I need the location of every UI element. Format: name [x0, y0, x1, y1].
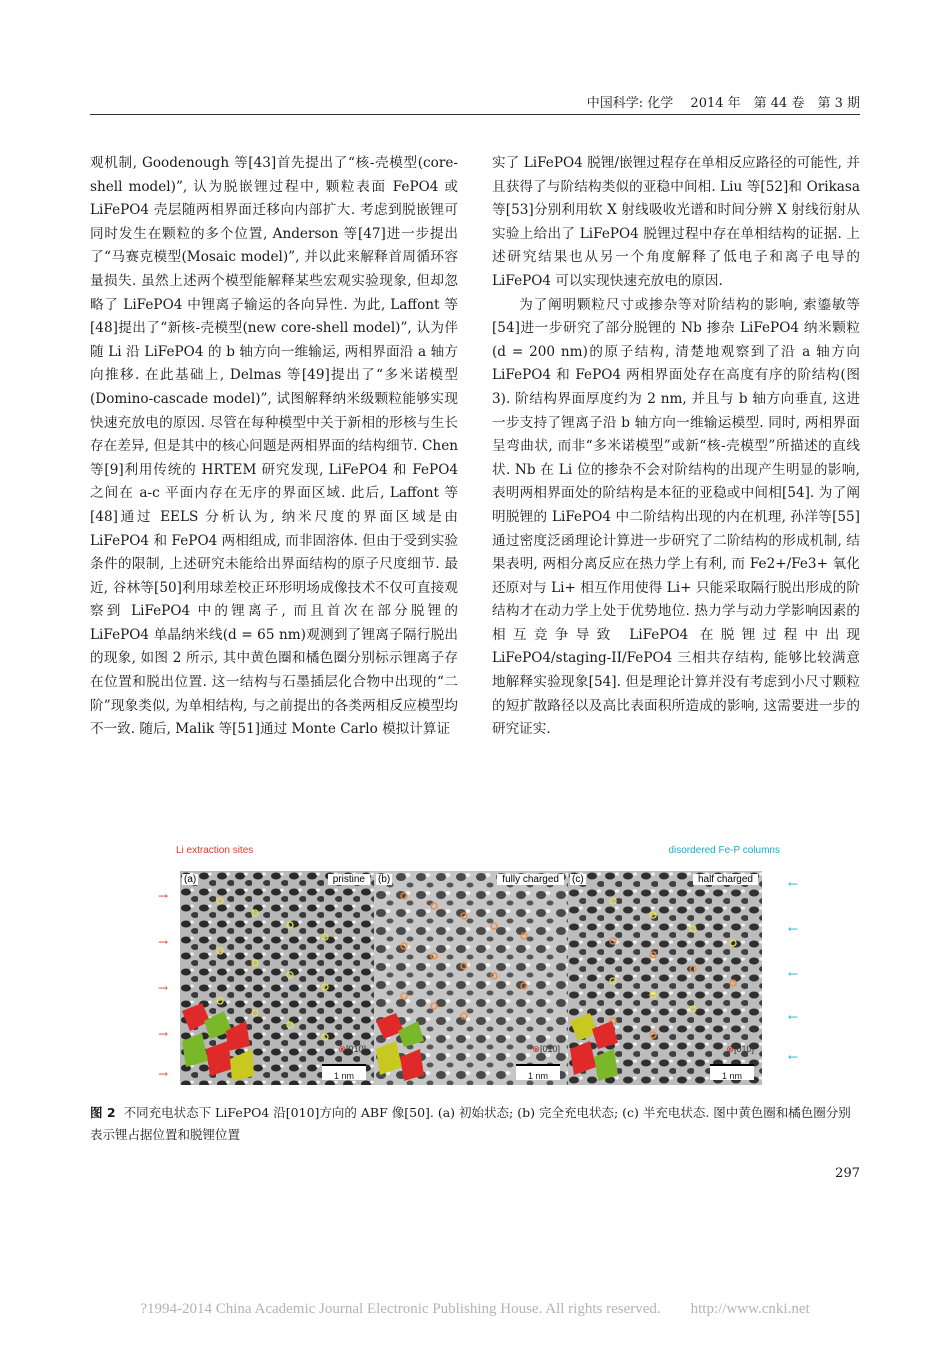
page-number: 297	[835, 1166, 860, 1181]
panel-b-label: (b)	[378, 874, 391, 885]
red-arrow-icon: →	[158, 981, 169, 995]
scale-bar-c: 1 nm	[710, 1064, 754, 1080]
right-paragraph-2: 为了阐明颗粒尺寸或掺杂等对阶结构的影响, 索鎏敏等[54]进一步研究了部分脱锂的 Nb 掺杂 LiFePO4 纳米颗粒(d = 200 nm)的原子结构, 清楚地观察到了沿 a 轴方向 LiFePO4 和 FePO4 两相界面处存在高度有序的阶结构(图 3). 阶结构界面厚度约为 2 nm, 并且与 b 轴方向垂直, 这进一步支持了锂离子沿 b 轴方向一维输运模型. 同时, 两相界面呈弯曲状, 而非“多米诺模型”或新“核-壳模型”所描述的直线状. Nb 在 Li 位的掺杂不会对阶结构的出现产生明显的影响, 表明两相界面处的阶结构是本征的亚稳或中间相[54]. 为了阐明脱锂的 LiFePO4 中二阶结构出现的内在机理, 孙洋等[55]通过密度泛函理论计算进一步研究了二阶结构的形成机制, 结果表明, 两相分离反应在热力学上有利, 而 Fe2+/Fe3+ 氧化还原对与 Li+ 相互作用使得 Li+ 只能采取隔行脱出形成的阶结构才在动力学上处于优势地位. 热力学与动力学影响因素的相互竞争导致 LiFePO4 在脱锂过程中出现 LiFePO4/staging-II/FePO4 三相共存结构, 能够比较满意地解释实验现象[54]. 但是理论计算并没有考虑到小尺寸颗粒的短扩散路径以及高比表面积所造成的影响, 这需要进一步的研究证实.	[492, 296, 860, 738]
cyan-arrow-icon: ←	[787, 967, 798, 981]
cyan-arrow-icon: ←	[787, 1050, 798, 1064]
running-header: 中国科学: 化学 2014 年 第 44 卷 第 3 期	[90, 92, 860, 115]
cyan-arrow-icon: ←	[787, 877, 798, 891]
right-column	[492, 152, 860, 742]
panel-b-title: fully charged	[497, 874, 564, 885]
red-arrow-icon: →	[158, 935, 169, 949]
caption-number: 图 2	[90, 1105, 116, 1120]
cyan-arrow-icon: ←	[787, 1010, 798, 1024]
caption-text: 不同充电状态下 LiFePO4 沿[010]方向的 ABF 像[50]. (a) 初始状态; (b) 完全充电状态; (c) 半充电状态. 图中黄色圈和橘色圈分别表示锂占据位置和脱锂位置	[90, 1105, 851, 1142]
scale-bar-b: 1 nm	[516, 1064, 560, 1080]
panel-a	[180, 871, 374, 1085]
panel-c-title: half charged	[693, 874, 758, 885]
disordered-fe-p-label: disordered Fe-P columns	[668, 845, 780, 856]
figure-2	[150, 843, 800, 1088]
panel-c	[568, 871, 762, 1085]
scale-bar-a: 1 nm	[322, 1064, 366, 1080]
copyright-footer: ?1994-2014 China Academic Journal Electronic Publishing House. All rights reserved. http://www.cnki.net	[140, 1301, 810, 1317]
left-column	[90, 152, 458, 742]
zone-axis-a: ⊗[010]	[338, 1044, 366, 1054]
panel-a-label: (a)	[184, 874, 197, 885]
red-arrow-icon: →	[158, 889, 169, 903]
cyan-arrow-icon: ←	[787, 922, 798, 936]
red-arrow-icon: →	[158, 1027, 169, 1041]
figure-caption	[90, 1102, 860, 1146]
zone-axis-b: ⊗[010]	[532, 1044, 560, 1054]
left-paragraph-1: 观机制, Goodenough 等[43]首先提出了“核-壳模型(core-shell model)”, 认为脱嵌锂过程中, 颗粒表面 FePO4 或 LiFePO4 壳层随两相界面迁移向内部扩大. 考虑到脱嵌锂可同时发生在颗粒的多个位置, Anderson 等[47]进一步提出了“马赛克模型(Mosaic model)”, 并以此来解释首周循环容量损失. 虽然上述两个模型能解释某些宏观实验现象, 但却忽略了 LiFePO4 中锂离子输运的各向异性. 为此, Laffont 等[48]提出了“新核-壳模型(new core-shell model)”, 认为伴随 Li 沿 LiFePO4 的 b 轴方向一维输运, 两相界面沿 a 轴方向推移. 在此基础上, Delmas 等[49]提出了“多米诺模型(Domino-cascade model)”, 试图解释纳米级颗粒能够实现快速充放电的原因. 尽管在每种模型中关于新相的形核与生长存在差异, 但是其中的核心问题是两相界面的结构细节. Chen 等[9]利用传统的 HRTEM 研究发现, LiFePO4 和 FePO4 之间在 a-c 平面内存在无序的界面区域. 此后, Laffont 等[48]通过 EELS 分析认为, 纳米尺度的界面区域是由 LiFePO4 和 FePO4 两相组成, 而非固溶体. 但由于受到实验条件的限制, 上述研究未能给出界面结构的原子尺度细节. 最近, 谷林等[50]利用球差校正环形明场成像技术不仅可直接观察到 LiFePO4 中的锂离子, 而且首次在部分脱锂的 LiFePO4 单晶纳米线(d = 65 nm)观测到了锂离子隔行脱出的现象, 如图 2 所示, 其中黄色圈和橘色圈分别标示锂离子存在位置和脱出位置. 这一结构与石墨插层化合物中出现的“二阶”现象类似, 为单相结构, 与之前提出的各类两相反应模型均不一致. 随后, Malik 等[51]通过 Monte Carlo 模拟计算证	[90, 155, 458, 738]
li-extraction-sites-label: Li extraction sites	[176, 845, 254, 856]
red-arrow-icon: →	[158, 1067, 169, 1081]
panel-c-label: (c)	[572, 874, 584, 885]
panel-b	[374, 871, 568, 1085]
zone-axis-c: ⊗[010]	[726, 1044, 754, 1054]
right-paragraph-1: 实了 LiFePO4 脱锂/嵌锂过程存在单相反应路径的可能性, 并且获得了与阶结构类似的亚稳中间相. Liu 等[52]和 Orikasa 等[53]分别利用软 X 射线吸收光谱和时间分辨 X 射线衍射从实验上给出了 LiFePO4 脱锂过程中存在单相结构的证据. 上述研究结果也从另一个角度解释了低电子和离子电导的 LiFePO4 可以实现快速充放电的原因.	[492, 155, 860, 289]
panel-a-title: pristine	[328, 874, 370, 885]
